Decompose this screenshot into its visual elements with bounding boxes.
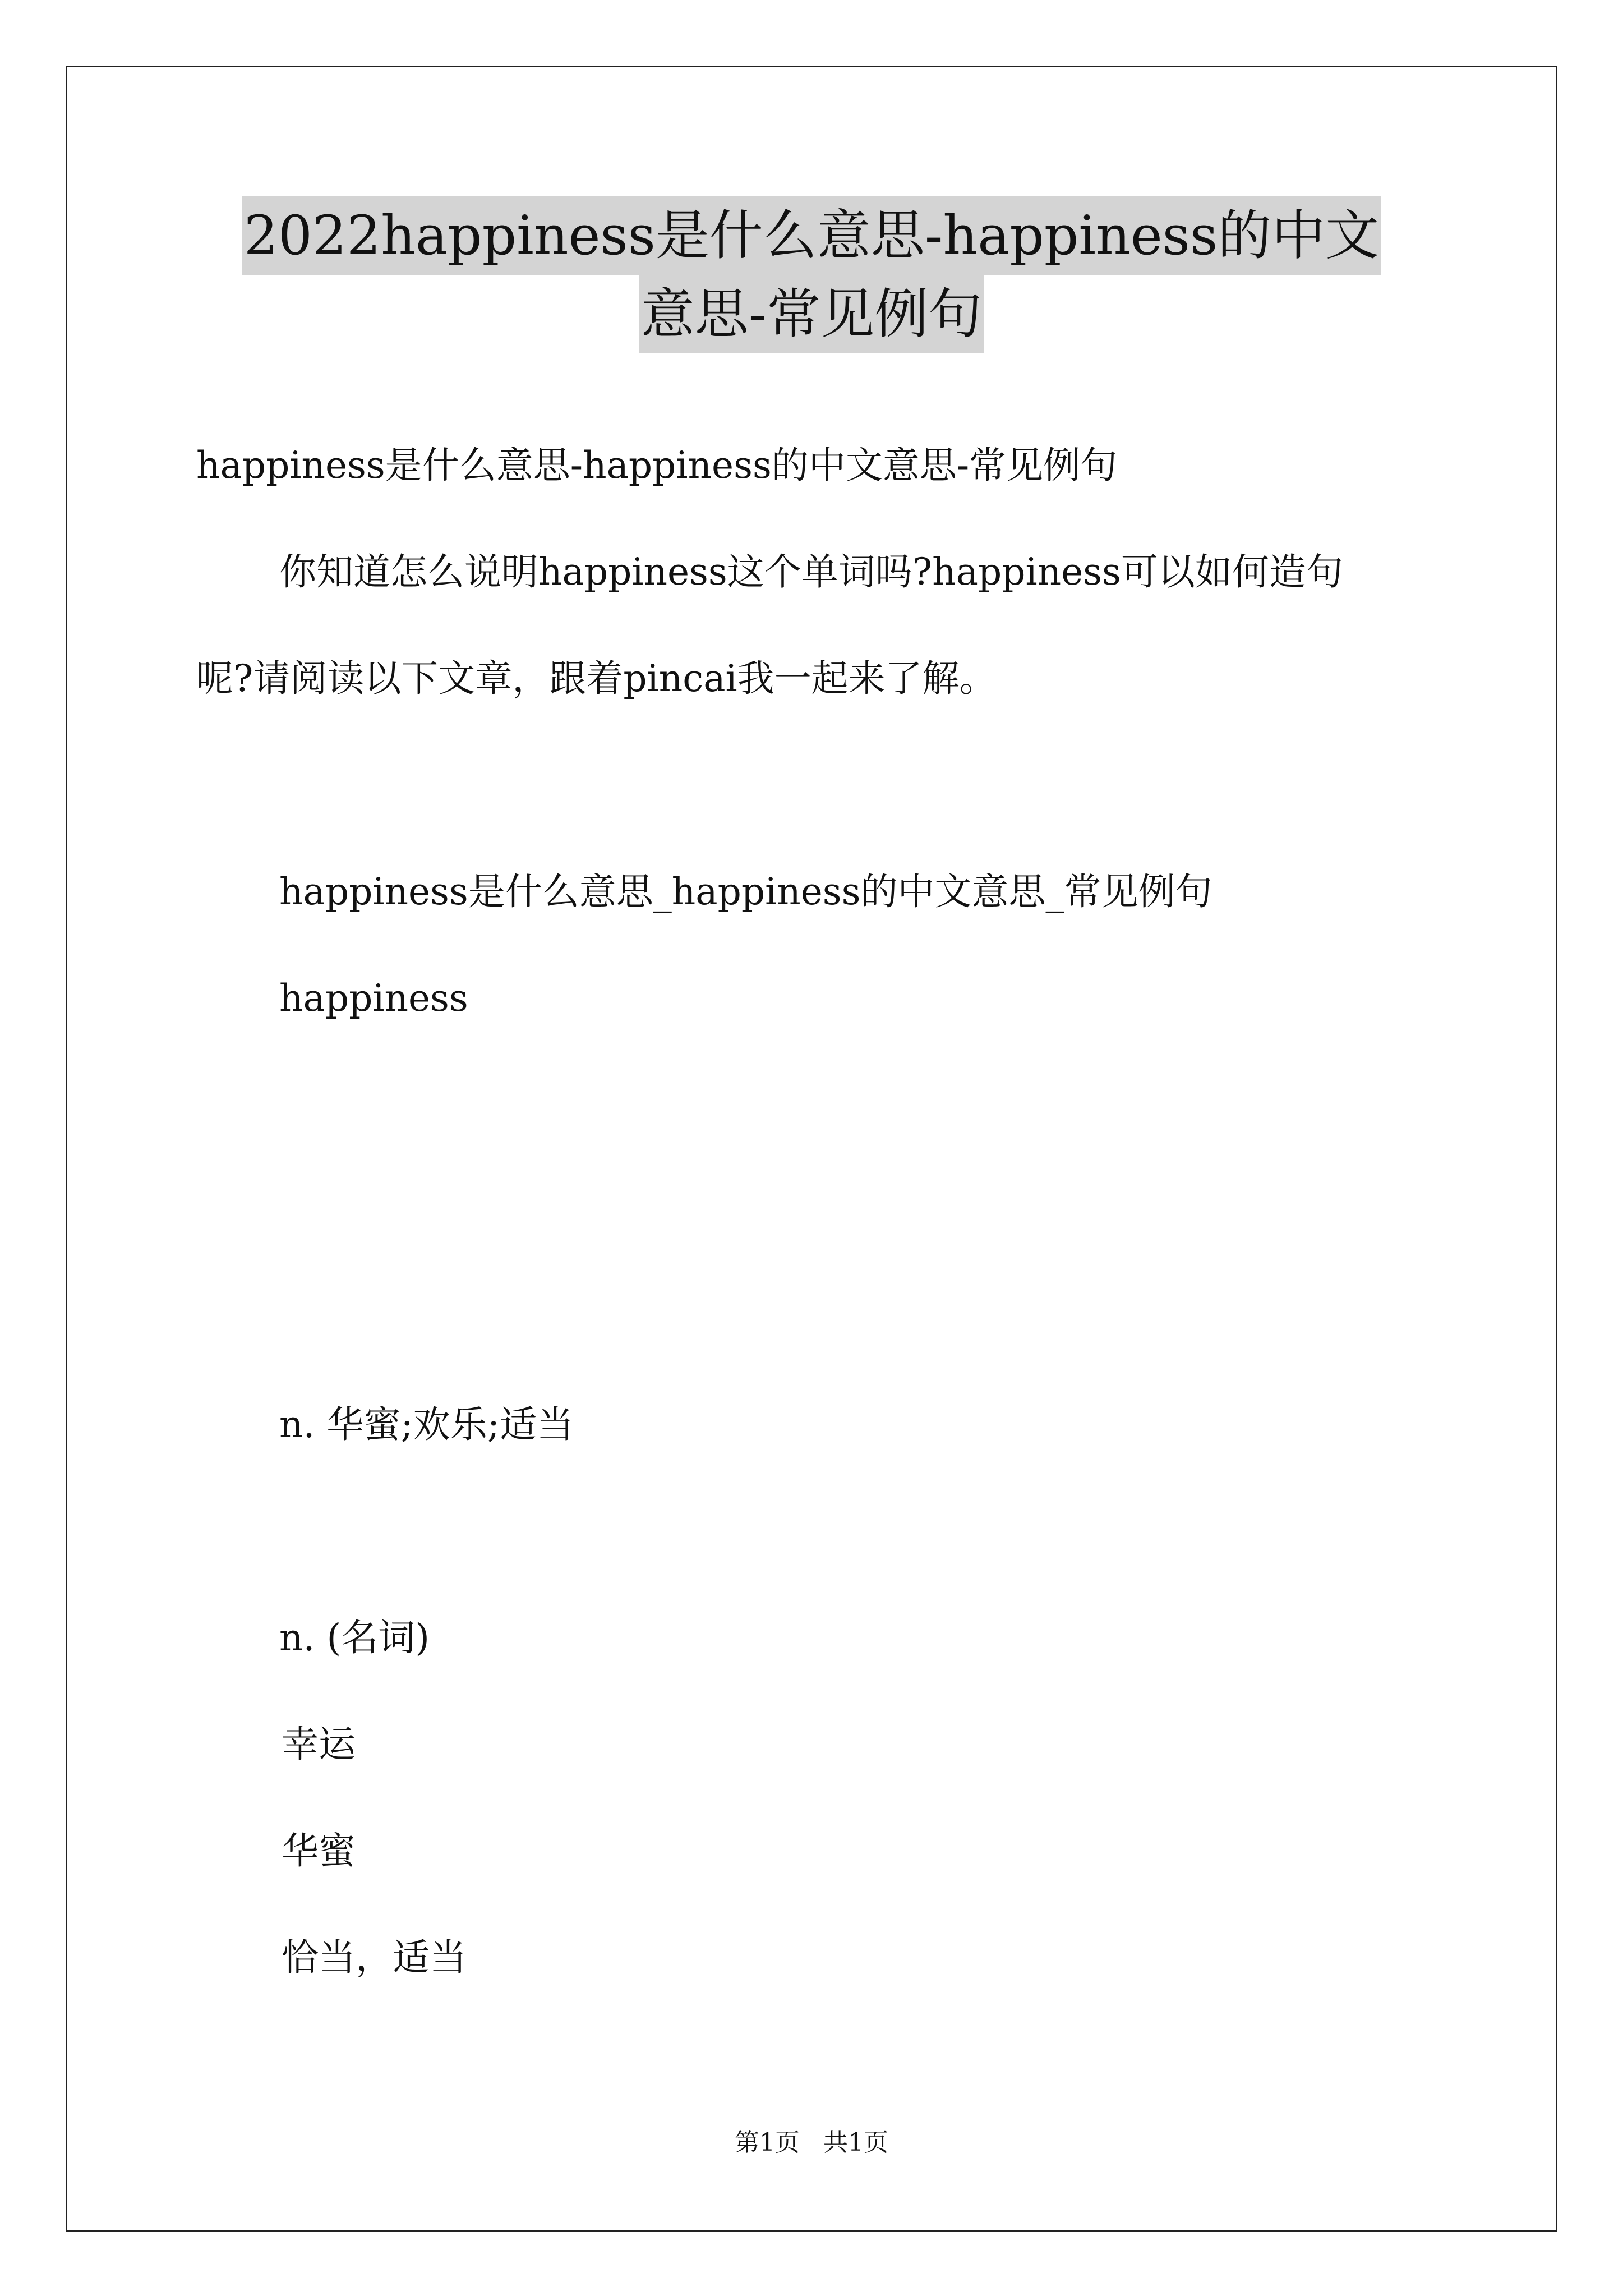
title-line-2: 意思-常见例句 — [639, 275, 984, 353]
meaning-item: 幸运 — [282, 1723, 356, 1766]
part-of-speech: n. (名词) — [279, 1616, 430, 1659]
intro-line-1: 你知道怎么说明happiness这个单词吗?happiness可以如何造句 — [279, 550, 1343, 593]
headword: happiness — [279, 977, 468, 1020]
intro-line-2: 呢?请阅读以下文章，跟着pincai我一起来了解。 — [196, 657, 997, 700]
page-footer: 第1页 共1页 — [735, 2128, 888, 2157]
section-heading: happiness是什么意思_happiness的中文意思_常见例句 — [279, 870, 1212, 913]
page-border — [66, 66, 1557, 2232]
meaning-item: 华蜜 — [282, 1829, 356, 1872]
title-line-1: 2022happiness是什么意思-happiness的中文 — [242, 196, 1381, 275]
definition: n. 华蜜;欢乐;适当 — [279, 1403, 574, 1446]
meaning-item: 恰当，适当 — [282, 1936, 467, 1979]
document-title — [0, 196, 1623, 353]
subtitle: happiness是什么意思-happiness的中文意思-常见例句 — [196, 444, 1118, 487]
